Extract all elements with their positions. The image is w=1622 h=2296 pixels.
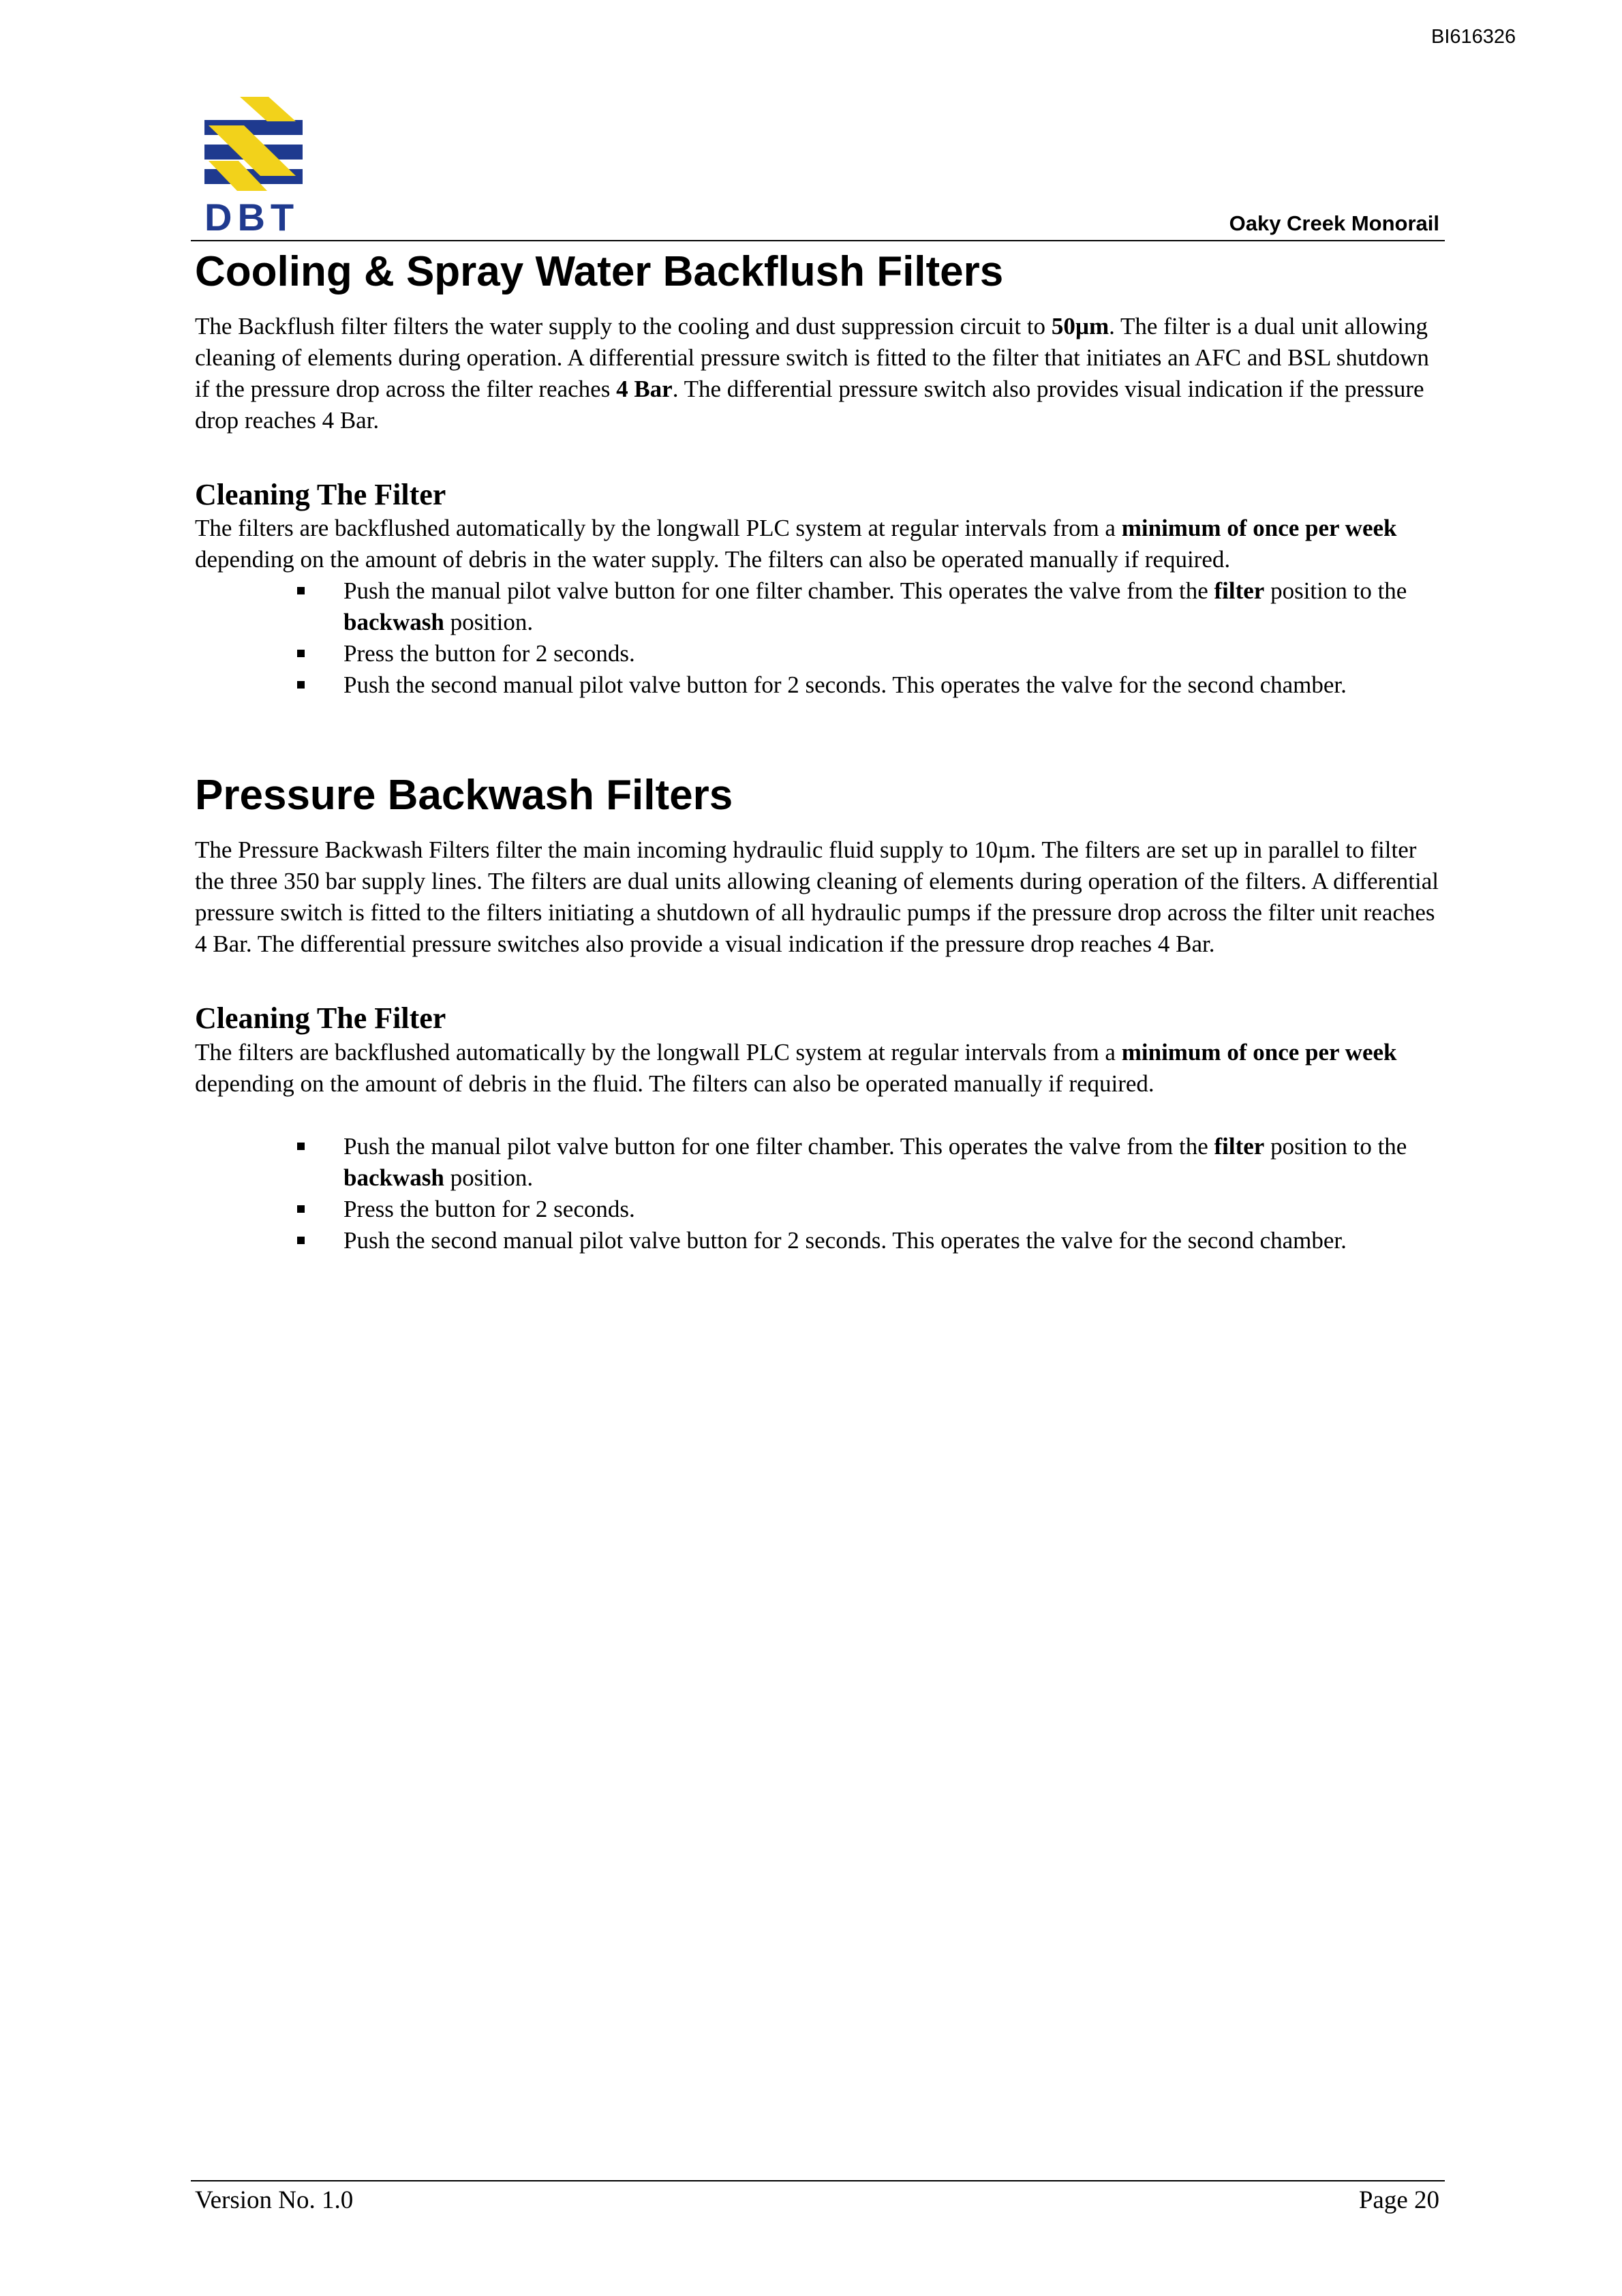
cooling-intro-paragraph: The Backflush filter filters the water supply to the cooling and dust suppression circuit to 50µm. The filter is a dual unit allowing cleaning of elements during operation. A differential pressure switch is fitted to the filter that initiates an AFC and BSL shutdown if the pressure drop across the filter reaches 4 Bar. The differential pressure switch also provides visual indication if the pressure drop reaches 4 Bar. — [195, 312, 1429, 434]
page-number: Page 20 — [1358, 2186, 1439, 2214]
project-name: Oaky Creek Monorail — [1229, 211, 1439, 235]
list-item: Push the manual pilot valve button for one filter chamber. This operates the valve from the filter position to the backwash position. — [343, 1131, 1442, 1194]
list-item: Push the manual pilot valve button for one filter chamber. This operates the valve from the filter position to the backwash position. — [343, 575, 1442, 638]
document-id: BI616326 — [1431, 26, 1516, 48]
section-heading-cooling: Cooling & Spray Water Backflush Filters — [195, 248, 1004, 295]
version-number: Version No. 1.0 — [195, 2186, 354, 2214]
footer-divider — [191, 2180, 1445, 2181]
subheading-cleaning-2: Cleaning The Filter — [195, 1001, 446, 1035]
cleaning-steps-2 — [195, 1131, 1442, 1256]
cleaning-paragraph-1: The filters are backflushed automatically by the longwall PLC system at regular intervals from a minimum of once per week depending on the amount of debris in the water supply. The filters can also be operated manually if required. — [195, 515, 1397, 573]
cleaning-steps-1 — [195, 575, 1442, 701]
list-item: Push the second manual pilot valve button for 2 seconds. This operates the valve for the second chamber. — [343, 669, 1442, 701]
subheading-cleaning-1: Cleaning The Filter — [195, 477, 446, 511]
logo-wordmark: DBT — [204, 196, 300, 239]
cleaning-paragraph-2: The filters are backflushed automatically by the longwall PLC system at regular intervals from a minimum of once per week depending on the amount of debris in the fluid. The filters can also be operated manually if required. — [195, 1038, 1397, 1097]
pressure-intro-paragraph: The Pressure Backwash Filters filter the main incoming hydraulic fluid supply to 10µm. The filters are set up in parallel to filter the three 350 bar supply lines. The filters are dual units allowing cleaning of elements during operation of the filters. A differential pressure switch is fitted to the filters initiating a shutdown of all hydraulic pumps if the pressure drop across the filter unit reaches 4 Bar. The differential pressure switches also provide a visual indication if the pressure drop reaches 4 Bar. — [195, 836, 1439, 957]
logo-emblem-icon — [199, 95, 308, 198]
list-item: Push the second manual pilot valve button for 2 seconds. This operates the valve for the second chamber. — [343, 1225, 1442, 1256]
document-body — [195, 245, 1442, 1256]
header-divider — [191, 240, 1445, 241]
list-item: Press the button for 2 seconds. — [343, 638, 1442, 669]
list-item: Press the button for 2 seconds. — [343, 1194, 1442, 1225]
company-logo — [199, 95, 308, 239]
section-heading-pressure: Pressure Backwash Filters — [195, 772, 733, 819]
